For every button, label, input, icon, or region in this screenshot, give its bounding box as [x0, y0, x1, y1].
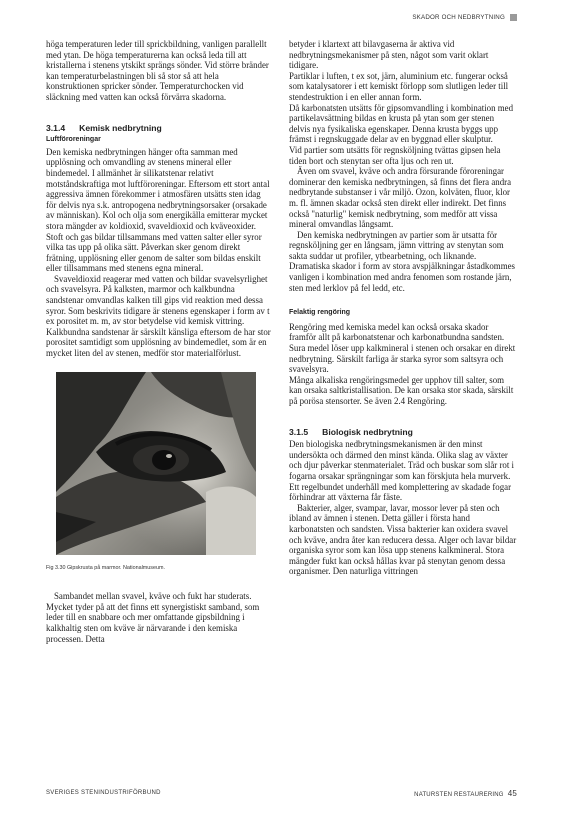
- marble-statue-photo: [56, 372, 256, 555]
- page-number: 45: [507, 789, 517, 798]
- paragraph: Vid partier som utsätts för regnsköljning tvättas gipsen hela tiden bort och stenytan ser ofta ljus och ren ut.: [289, 144, 501, 166]
- section-heading-3-1-4: [46, 123, 271, 134]
- running-head: [412, 14, 517, 21]
- subheading-felaktig-rengoring: Felaktig rengöring: [289, 309, 351, 317]
- right-column: [289, 39, 517, 577]
- footer-right: [414, 789, 517, 798]
- figure-caption: Fig 3.30 Gipskrusta på marmor. Nationalmuseum.: [46, 564, 165, 571]
- paragraph: betyder i klartext att bilavgaserna är aktiva vid nedbrytningsmekanismer på sten, något som varit oklart tidigare.: [289, 39, 489, 71]
- paragraph: Bakterier, alger, svampar, lavar, mossor lever på sten och ibland av ämnen i stenen. Detta gäller i första hand karbonatsten och sandsten. Vissa bakterier kan oxidera svavel och kväve, andra åter kan reducera dessa. Alger och lavar bildar organiska syror som kan lösa upp stenens kalkmineral. Stora mängder fukt kan också hållas kvar på stenytan genom dessa organismer. Den naturliga vittringen: [289, 502, 517, 577]
- running-head-text: SKADOR OCH NEDBRYTNING: [412, 14, 505, 21]
- paragraph: Sambandet mellan svavel, kväve och fukt har studerats. Mycket tyder på att det finns ett synergistiskt samband, som leder till en snabbare och mer omfattande gipsbildning i kalkhaltig sten om kväve är närvarande i den kemiska processen. Detta: [46, 591, 260, 644]
- paragraph: Då karbonatsten utsätts för gipsomvandling i kombination med partikelavsättning bildas en krusta på ytan som ger stenen delvis nya fysikaliska egenskaper. Denna krusta byggs upp främst i regnskuggade delar av en byggnad eller skulptur.: [289, 102, 514, 145]
- paragraph: Partiklar i luften, t ex sot, järn, aluminium etc. fungerar också som katalysatorer i ett kemiskt förlopp som slutligen leder till stendestruktion i en eller annan form.: [289, 70, 509, 102]
- paragraph: Den kemiska nedbrytningen av partier som är utsatta för regnsköljning ger en långsam, jämn vittring av stenytan som sakta suddar ut profiler, ytbearbetning, och liknande. Dramatiska skador i form av stora avspjälkningar åstadkommes vanligen i kombination med andra fenomen som rostande järn, sten med lerklov på fel ledd, etc.: [289, 229, 516, 293]
- footer-publisher: SVERIGES STENINDUSTRIFÖRBUND: [46, 790, 161, 796]
- section-title: Kemisk nedbrytning: [79, 122, 162, 133]
- figure-photo: [56, 372, 256, 555]
- paragraph: Rengöring med kemiska medel kan också orsaka skador framför allt på karbonatstenar och karbonatbundna sandsten. Sura medel löser upp kalkmineral i stenen och orsakar en direkt nedbrytning. Särskilt farliga är starka syror som saltsyra och svavelsyra.: [289, 321, 516, 375]
- paragraph: Den kemiska nedbrytningen hänger ofta samman med upplösning och omvandling av stenens mineral eller bindemedel. I allmänhet är silikatstenar relativt motståndskraftiga mot luftföroreningar. Eftersom ett stort antal aggressiva ämnen förekommer i atmosfären utsätts sten idag för delvis nya s.k. antropogena nedbrytningsorsaker (orsakade av människan). Kol och olja som energikälla emitterar mycket stora mängder av koldioxid, svaveldioxid och kväveoxider. Stoft och gas bildar tillsammans med vatten salter eller syror vilka tas upp på olika sätt. Påverkan sker genom direkt frätning, upplösning eller genom de salter som bildas enskilt eller tillsammans med stenens egna mineral.: [46, 146, 270, 274]
- paragraph: Många alkaliska rengöringsmedel ger upphov till salter, som kan orsaka saltkristallisation. De kan orsaka stor skada, särskilt på porösa stensorter. Se även 2.4 Rengöring.: [289, 374, 514, 406]
- paragraph: Den biologiska nedbrytningsmekanismen är den minst undersökta och därmed den minst kända. Olika slag av växter och djur påverkar stenmaterialet. Träd och buskar som slår rot i fogarna orsakar sprängningar som kan förskjuta hela murverk. Ett regelbundet underhåll med komplettering av skadade fogar förhindrar att växterna får fäste.: [289, 439, 515, 503]
- subheading-luftfororeningar: Luftföroreningar: [46, 136, 101, 144]
- left-column: [46, 39, 271, 644]
- section-heading-3-1-5: [289, 427, 517, 438]
- intro-paragraph: höga temperaturen leder till sprickbildning, vanligen parallellt med ytan. De höga temperaturerna kan också leda till att kristallerna i stenens ytskikt sprängs sönder. Vid större bränder kan temperaturbelastningen bli så stor så att hela konstruktionen spricker sönder. Temperaturchocken vid släckning med vatten kan också förvärra skadorna.: [46, 39, 269, 102]
- running-head-marker: [510, 14, 517, 21]
- section-title: Biologisk nedbrytning: [322, 426, 413, 437]
- paragraph: Svaveldioxid reagerar med vatten och bildar svavelsyrlighet och svavelsyra. På kalksten, marmor och kalkbundna sandstenar omvandlas kalken till gips vid reaktion med dessa syror. Som beskrivits tidigare är stenens egenskaper i form av t ex porositet m. m, av stor betydelse vid kemisk vittring. Kalkbundna sandstenar är särskilt känsliga eftersom de har stor porositet samtidigt som upplösning av bindemedlet, som är en mycket liten del av stenen, medför stor materialförlust.: [46, 273, 271, 359]
- paragraph: Även om svavel, kväve och andra försurande föroreningar dominerar den kemiska nedbrytningen, så finns det flera andra nedbrytande substanser i vår miljö. Ozon, kolväten, fluor, klor m. fl. ämnen skadar också sten direkt eller indirekt. Det finns också "naturlig" kemisk nedbrytning, som medför att vissa mineral omvandlas långsamt.: [289, 166, 512, 230]
- section-number: 3.1.4: [46, 122, 66, 133]
- section-number: 3.1.5: [289, 426, 309, 437]
- footer-title: NATURSTEN RESTAURERING: [414, 792, 504, 798]
